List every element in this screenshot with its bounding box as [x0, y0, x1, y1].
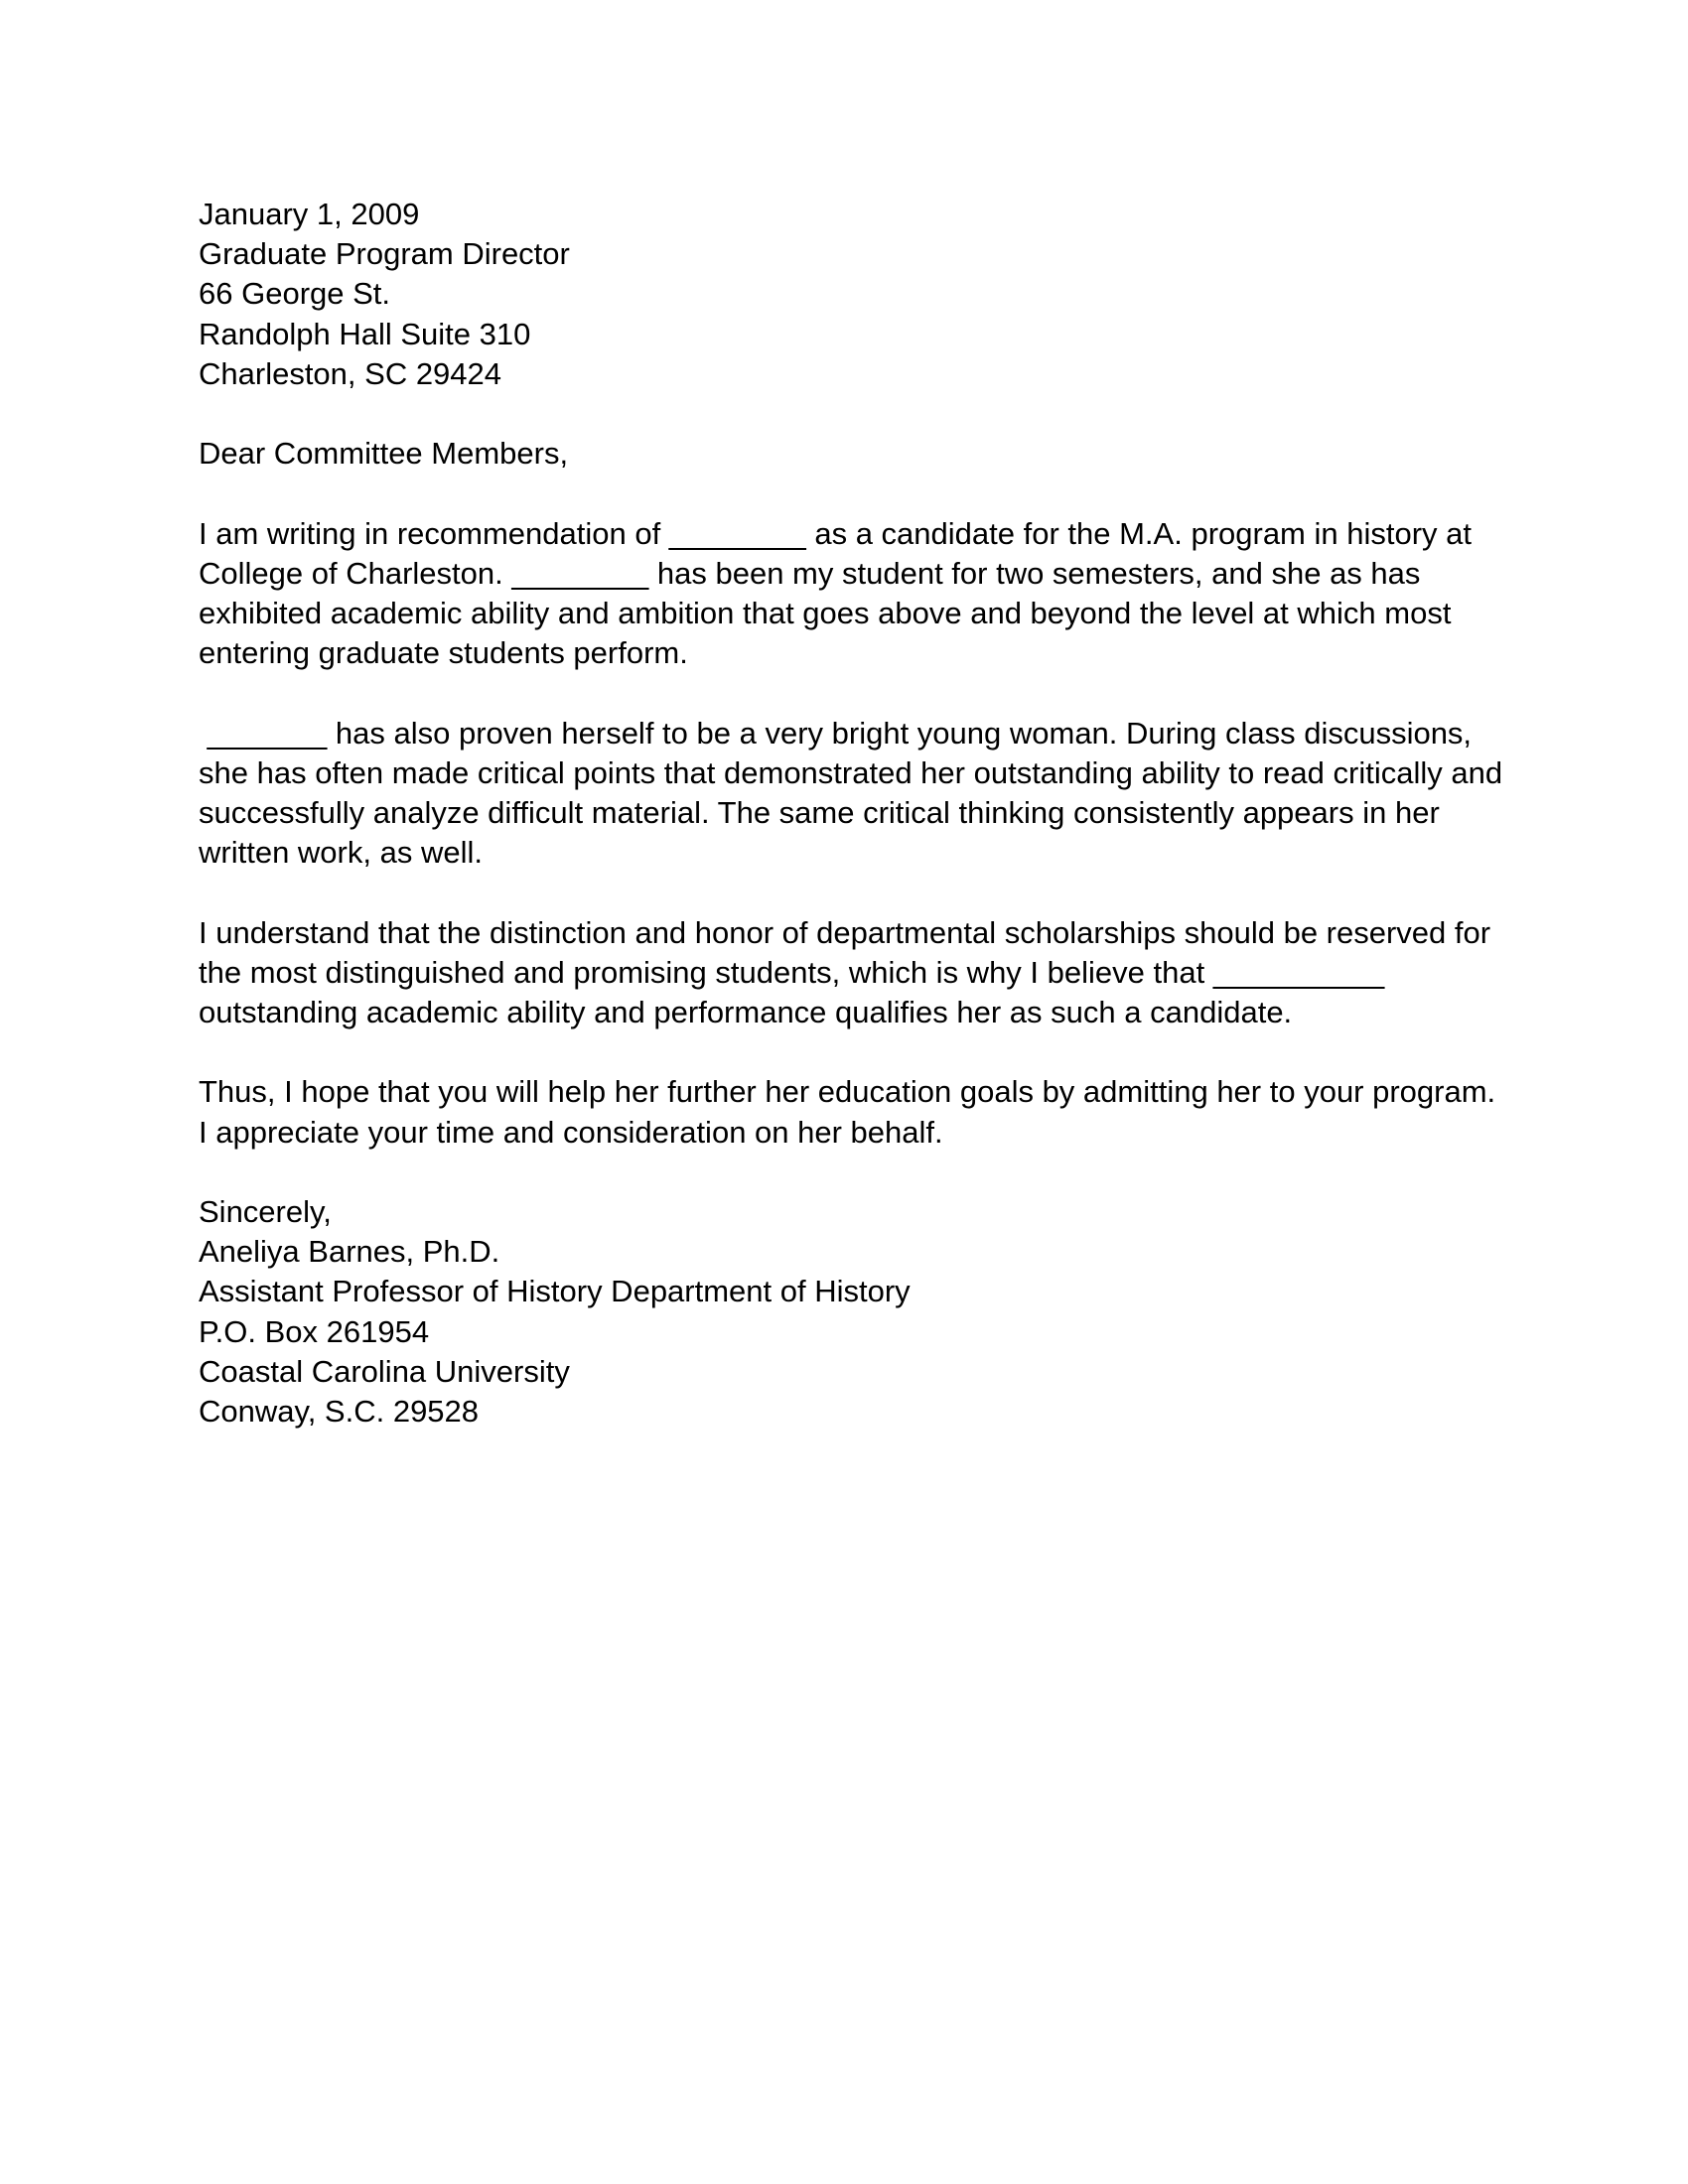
signer-name: Aneliya Barnes, Ph.D.	[199, 1234, 500, 1270]
spacer	[199, 1153, 1509, 1192]
paragraph-line: College of Charleston. ________ has been my student for two semesters, and she as has	[199, 555, 1421, 591]
signer-institution: Coastal Carolina University	[199, 1353, 570, 1389]
spacer	[199, 1032, 1509, 1072]
paragraph-line: Thus, I hope that you will help her further her education goals by admitting her to your program.	[199, 1074, 1496, 1110]
paragraph-line: _______ has also proven herself to be a very bright young woman. During class discussions,	[199, 715, 1473, 751]
signer-position: Assistant Professor of History Department of History	[199, 1274, 911, 1309]
spacer	[199, 873, 1509, 912]
paragraph-3	[199, 913, 1509, 1033]
spacer	[199, 394, 1509, 434]
signer-po-box: P.O. Box 261954	[199, 1313, 430, 1349]
signature-block	[199, 1232, 1509, 1432]
paragraph-1	[199, 514, 1509, 674]
paragraph-line: written work, as well.	[199, 835, 483, 871]
recipient-address	[199, 234, 1509, 394]
signer-city: Conway, S.C. 29528	[199, 1394, 480, 1429]
spacer	[199, 673, 1509, 713]
closing: Sincerely,	[199, 1193, 332, 1229]
paragraph-line: outstanding academic ability and performance qualifies her as such a candidate.	[199, 995, 1293, 1029]
paragraph-line: I appreciate your time and consideration on her behalf.	[199, 1114, 943, 1150]
spacer	[199, 474, 1509, 513]
paragraph-line: I understand that the distinction and honor of departmental scholarships should be reserved for	[199, 914, 1491, 950]
recipient-street: 66 George St.	[199, 276, 391, 312]
recipient-city: Charleston, SC 29424	[199, 355, 502, 391]
paragraph-line: the most distinguished and promising students, which is why I believe that __________	[199, 954, 1385, 990]
paragraph-line: successfully analyze difficult material. The same critical thinking consistently appears in her	[199, 795, 1440, 830]
paragraph-4	[199, 1072, 1509, 1152]
recipient-title: Graduate Program Director	[199, 236, 570, 272]
salutation: Dear Committee Members,	[199, 436, 569, 472]
paragraph-2	[199, 714, 1509, 874]
letter-body	[199, 195, 1509, 1432]
paragraph-line: exhibited academic ability and ambition that goes above and beyond the level at which most	[199, 596, 1452, 630]
paragraph-line: she has often made critical points that demonstrated her outstanding ability to read critically and	[199, 754, 1503, 790]
recipient-building: Randolph Hall Suite 310	[199, 316, 531, 351]
date-block	[199, 195, 1509, 234]
letter-date: January 1, 2009	[199, 197, 420, 231]
paragraph-line: entering graduate students perform.	[199, 635, 688, 671]
paragraph-line: I am writing in recommendation of ________ as a candidate for the M.A. program in history at	[199, 515, 1473, 551]
